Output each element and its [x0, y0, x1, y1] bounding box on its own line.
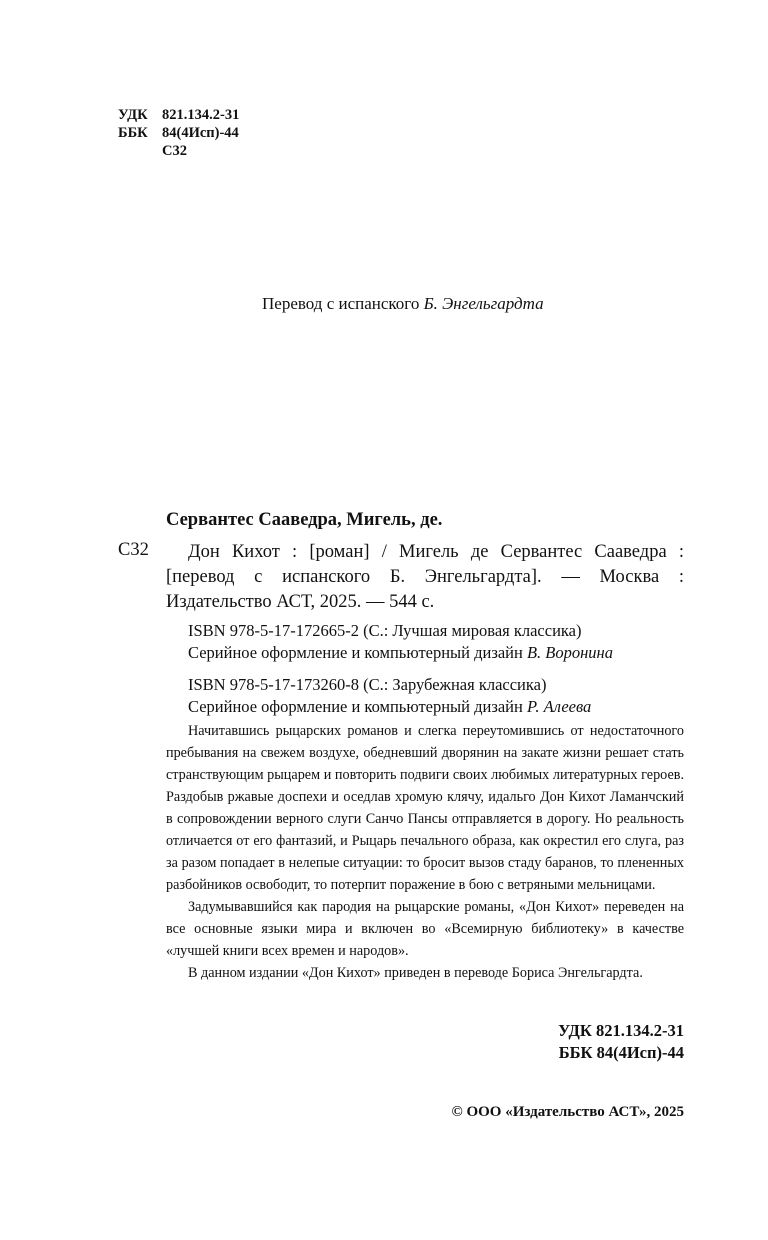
- bbk-label: ББК: [118, 125, 148, 141]
- design-prefix-1: Серийное оформление и компьютерный дизайн: [188, 643, 523, 662]
- author-mark-row: [118, 142, 239, 160]
- author-heading: Сервантес Сааведра, Мигель, де.: [166, 510, 443, 530]
- isbn-line-2: ISBN 978-5-17-173260-8 (С.: Зарубежная классика): [188, 675, 547, 694]
- translation-credit: [262, 294, 544, 314]
- annotation-paragraph: Задумывавшийся как пародия на рыцарские романы, «Дон Кихот» переведен на все основные языки мира и включен во «Всемирную библиотеку» в качестве «лучшей книги всех времен и народов».: [166, 899, 684, 959]
- udk-bottom: УДК 821.134.2-31: [558, 1021, 684, 1040]
- bbk-row: [118, 124, 239, 142]
- classification-codes-bottom: [558, 1020, 684, 1064]
- copyright-notice: © ООО «Издательство АСТ», 2025: [451, 1104, 684, 1120]
- annotation-paragraph: В данном издании «Дон Кихот» приведен в переводе Бориса Энгельгардта.: [188, 965, 643, 981]
- bbk-bottom: ББК 84(4Исп)-44: [558, 1043, 684, 1062]
- isbn-block-2: [188, 674, 591, 718]
- udk-row: [118, 106, 239, 124]
- translation-prefix: Перевод с испанского: [262, 294, 420, 313]
- udk-value: 821.134.2-31: [162, 107, 240, 123]
- design-credit-2: [188, 696, 591, 718]
- annotation-paragraph: Начитавшись рыцарских романов и слегка переутомившись от недостаточного пребывания на свежем воздухе, обедневший дворянин на закате жизни решает стать странствующим рыцарем и повторить подвиги своих любимых литературных героев. Раздобыв ржавые доспехи и оседлав хромую клячу, идальго Дон Кихот Ламанчский в сопровождении верного слуги Санчо Пансы отправляется в дорогу. Но реальность отличается от его фантазий, и Рыцарь печального образа, как окрестил его слуга, раз за разом попадает в нелепые ситуации: то бросит вызов стаду баранов, то плененных разбойников освободит, то потерпит поражение в бою с ветряными мельницами.: [166, 723, 684, 893]
- isbn-block-1: [188, 620, 613, 664]
- translator-name: Б. Энгельгардта: [423, 294, 544, 313]
- isbn-line-1: ISBN 978-5-17-172665-2 (С.: Лучшая мировая классика): [188, 621, 582, 640]
- bbk-value: 84(4Исп)-44: [162, 125, 239, 141]
- designer-1: В. Воронина: [526, 643, 613, 662]
- classification-codes: [118, 106, 239, 160]
- annotation: [166, 720, 684, 984]
- design-prefix-2: Серийное оформление и компьютерный дизайн: [188, 697, 523, 716]
- udk-label: УДК: [118, 107, 148, 123]
- design-credit-1: [188, 642, 613, 664]
- author-mark: С32: [162, 143, 187, 159]
- designer-2: Р. Алеева: [526, 697, 592, 716]
- record-author-mark: С32: [118, 540, 149, 560]
- record-description: Дон Кихот : [роман] / Мигель де Сервантес Сааведра : [перевод с испанского Б. Энгельгардта]. — Москва : Издательство АСТ, 2025. — 544 с.: [166, 542, 684, 612]
